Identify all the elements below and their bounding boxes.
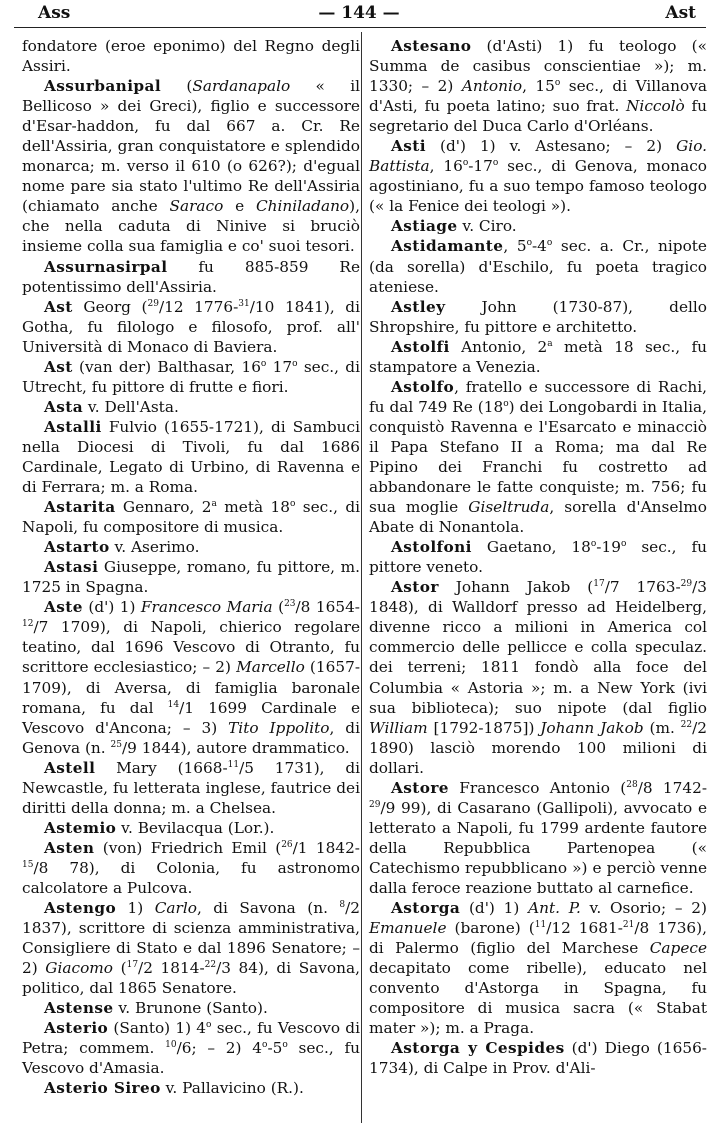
- entry-text: fu 885-859 Re potentissimo dell'Assiria.: [22, 257, 360, 296]
- dictionary-entry: [22, 497, 360, 537]
- superscript: o: [620, 539, 627, 550]
- column-divider: [361, 32, 362, 1123]
- entry-text: /7 1763-: [604, 578, 681, 597]
- dictionary-entry: [22, 537, 360, 557]
- superscript: 15: [22, 859, 34, 870]
- entry-text: [1792-1875]): [427, 718, 541, 737]
- entry-text: ), che nella caduta di Ninive si bruciò insieme colla sua famiglia e co' suoi tesori.: [22, 197, 360, 256]
- superscript: o: [503, 398, 509, 409]
- entry-text: /10 1841), di Gotha, fu filologo e filosofo, prof. all' Università di Monaco di Baviera.: [22, 297, 360, 356]
- italic-name: Ant. P.: [528, 899, 581, 918]
- entry-text: sec., di Villanova d'Asti, fu poeta latino; suo frat.: [369, 77, 707, 116]
- entry-text: metà 18 sec., fu stampatore a Venezia.: [369, 337, 708, 376]
- entry-text: v. Dell'Asta.: [83, 397, 179, 416]
- entry-text: (d'Asti) 1) fu teologo (« Summa de casibus conscientiae »); m. 1330; – 2): [369, 37, 707, 96]
- entry-text: /7 1709), di Napoli, chierico regolare teatino, dal 1696 Vescovo di Otranto, fu scrittore ecclesiastico; – 2): [22, 618, 360, 677]
- dictionary-entry: [369, 136, 707, 216]
- entry-text: Giuseppe, romano, fu pittore, m. 1725 in Spagna.: [22, 558, 360, 597]
- entry-text: (1657-1709), di Aversa, di famiglia baronale romana, fu dal: [22, 658, 360, 717]
- superscript: 29: [147, 298, 159, 309]
- entry-text: /8 1736), di Palermo (figlio del Marchese: [369, 919, 707, 958]
- entry-headword: Aste: [44, 598, 83, 617]
- entry-text: v. Brunone (Santo).: [113, 999, 268, 1018]
- entry-headword: Asterio Sireo: [44, 1079, 161, 1098]
- entry-text: /2 1890) lasciò morendo 100 milioni di dollari.: [369, 718, 708, 777]
- italic-name: Sardanapalo: [192, 77, 291, 96]
- entry-text: -19: [596, 538, 621, 557]
- dictionary-entry: [22, 397, 360, 417]
- italic-name: Marcello: [236, 658, 305, 677]
- entry-text: /9 99), di Casarano (Gallipoli), avvocato e letterato a Napoli, fu 1799 ardente fautore della Repubblica Partenopea (« Catechismo repubblicano ») e perciò venne dalla feroce reazione buttato al carnefice.: [369, 798, 707, 897]
- superscript: 23: [284, 599, 296, 610]
- entry-text: John (1730-87), dello Shropshire, fu pittore e architetto.: [369, 297, 707, 336]
- dictionary-entry: [369, 1038, 707, 1078]
- entry-text: fu segretario del Duca Carlo d'Orléans.: [369, 97, 707, 136]
- entry-text: decapitato come ribelle), educato nel convento d'Astorga in Spagna, fu compositore di musica sacra (« Stabat mater »); m. a Praga.: [369, 959, 707, 1038]
- entry-text: Antonio, 2: [449, 337, 548, 356]
- entry-headword: Astolfoni: [391, 538, 472, 557]
- italic-name: Tito Ippolito: [228, 718, 330, 737]
- entry-text: , fratello e successore di Rachi, fu dal 749 Re (18: [369, 377, 707, 416]
- entry-text: , di Genova (n.: [22, 718, 360, 757]
- header-rule: [14, 27, 706, 28]
- entry-text: (m.: [643, 718, 681, 737]
- entry-headword: Astley: [391, 297, 446, 316]
- header-left-guideword: Ass: [38, 3, 71, 23]
- entry-headword: Astell: [44, 758, 96, 777]
- entry-headword: Assurnasirpal: [44, 257, 168, 276]
- entry-headword: Astor: [391, 578, 439, 597]
- italic-name: Antonio: [461, 77, 523, 96]
- entry-text: , di Savona (n.: [196, 899, 340, 918]
- dictionary-entry: [22, 1078, 360, 1098]
- entry-headword: Asterio: [44, 1019, 109, 1038]
- entry-text: Fulvio (1655-1721), di Sambuci nella Diocesi di Tivoli, fu dal 1686 Cardinale, Legato di Urbino, di Ravenna e di Ferrara; m. a Roma.: [22, 417, 360, 497]
- superscript: 12: [22, 619, 34, 630]
- entry-text: (: [161, 77, 193, 96]
- superscript: o: [292, 358, 298, 369]
- superscript: o: [590, 539, 597, 550]
- italic-name: Capece: [649, 939, 707, 958]
- superscript: o: [262, 1040, 268, 1051]
- entry-text: /8 1742-: [637, 778, 707, 797]
- entry-text: /3 84), di Savona, politico, dal 1865 Senatore.: [22, 959, 360, 998]
- entry-text: metà 18: [216, 498, 290, 517]
- entry-headword: Asten: [44, 838, 95, 857]
- entry-text: -5: [267, 1039, 283, 1058]
- entry-text: /1 1842-: [292, 838, 360, 857]
- entry-text: sec., di Utrecht, fu pittore di frutte e fiori.: [22, 357, 360, 396]
- entry-text: (d') 1) v. Astesano; – 2): [425, 137, 677, 156]
- italic-name: Giseltruda: [468, 498, 550, 517]
- entry-text: , sorella d'Anselmo Abate di Nonantola.: [369, 498, 707, 537]
- entry-text: (Santo) 1) 4: [108, 1019, 207, 1038]
- entry-headword: Astesano: [391, 37, 472, 55]
- superscript: o: [546, 238, 553, 249]
- dictionary-entry: [22, 297, 360, 357]
- superscript: 28: [626, 779, 638, 790]
- entry-headword: Astolfi: [391, 337, 450, 356]
- entry-text: /2 1814-: [138, 959, 205, 978]
- italic-name: Giacomo: [45, 959, 114, 978]
- dictionary-entry: [369, 778, 707, 898]
- entry-text: « il Bellicoso » dei Greci), figlio e successore d'Esar-haddon, fu dal 667 a. Cr. Re dell'Assiria, gran conquistatore e splendido monarca; m. verso il 610 (o 626?); d'egual nome pare sia stato l'ultimo Re dell'Assiria (chiamato anche: [22, 77, 360, 216]
- dictionary-entry: [22, 357, 360, 397]
- entry-text: v. Bevilacqua (Lor.).: [116, 818, 275, 837]
- entry-headword: Astense: [44, 999, 114, 1018]
- entry-text: (d') 1): [460, 899, 529, 918]
- dictionary-entry: [22, 557, 360, 597]
- entry-text: /8 78), di Colonia, fu astronomo calcolatore a Pulcova.: [22, 858, 360, 897]
- entry-text: , 15: [522, 77, 555, 96]
- italic-name: Carlo: [154, 899, 197, 918]
- entry-text: -4: [532, 237, 547, 256]
- entry-text: , 5: [503, 237, 527, 256]
- superscript: 29: [680, 579, 693, 590]
- entry-headword: Astolfo: [391, 377, 455, 396]
- entry-text: (barone) (: [446, 919, 535, 938]
- entry-headword: Astarto: [44, 538, 110, 557]
- dictionary-entry: [22, 76, 360, 256]
- entry-text: Johann Jakob (: [438, 578, 594, 597]
- entry-text: (d') 1): [82, 598, 141, 617]
- entry-text: e: [223, 197, 256, 216]
- entry-headword: Assurbanipal: [44, 77, 162, 96]
- entry-text: fondatore (eroe eponimo) del Regno degli Assiri.: [22, 37, 360, 76]
- dictionary-entry: [22, 257, 360, 297]
- superscript: 11: [227, 759, 240, 770]
- superscript: a: [547, 338, 553, 349]
- entry-text: sec., di Napoli, fu compositore di musica.: [22, 498, 361, 537]
- entry-text: sec., di Genova, monaco agostiniano, fu a suo tempo famoso teologo (« la Fenice dei teologi »).: [369, 157, 707, 216]
- entry-text: /2 1837), scrittore di scienza amministrativa, Consigliere di Stato e dal 1896 Senatore; – 2): [22, 899, 360, 978]
- entry-text: sec., fu Vescovo d'Amasia.: [22, 1039, 361, 1078]
- superscript: o: [282, 1040, 288, 1051]
- entry-text: Georg (: [72, 297, 148, 316]
- superscript: o: [554, 78, 561, 88]
- entry-headword: Ast: [44, 357, 73, 376]
- entry-headword: Astiage: [391, 217, 458, 236]
- entry-text: 17: [266, 357, 293, 376]
- entry-text: /12 1681-: [546, 919, 623, 938]
- dictionary-entry: [369, 297, 707, 337]
- dictionary-entry: [369, 577, 707, 777]
- dictionary-entry: [369, 377, 707, 537]
- entry-text: Francesco Antonio (: [448, 778, 627, 797]
- dictionary-entry: [22, 898, 360, 998]
- entry-text: sec., fu Vescovo di Petra; commem.: [22, 1019, 360, 1058]
- italic-name: William: [369, 718, 428, 737]
- dictionary-entry: [22, 818, 360, 838]
- entry-headword: Astasi: [44, 558, 99, 577]
- entry-text: Gaetano, 18: [471, 538, 591, 557]
- entry-text: /5 1731), di Newcastle, fu letterata inglese, fautrice dei diritti della donna; m. a Chelsea.: [22, 758, 361, 817]
- entry-text: sec., fu pittore veneto.: [369, 538, 707, 577]
- superscript: o: [206, 1020, 212, 1031]
- entry-text: (von) Friedrich Emil (: [94, 838, 282, 857]
- dictionary-entry: [22, 597, 360, 757]
- entry-headword: Astalli: [44, 417, 102, 436]
- superscript: 25: [110, 739, 122, 750]
- dictionary-entry: [22, 838, 360, 898]
- dictionary-entry: [369, 337, 707, 377]
- superscript: 14: [167, 699, 180, 710]
- header-right-guideword: Ast: [665, 3, 696, 23]
- entry-text: Gennaro, 2: [115, 498, 212, 517]
- entry-text: v. Pallavicino (R.).: [160, 1079, 304, 1098]
- dictionary-entry: [369, 537, 707, 577]
- entry-text: /12 1776-: [158, 297, 239, 316]
- superscript: 10: [165, 1040, 177, 1051]
- superscript: a: [211, 498, 217, 509]
- italic-name: Saraco: [169, 197, 224, 216]
- entry-text: /3 1848), di Walldorf presso ad Heidelberg, divenne ricco a milioni in America col commercio delle pellicce e colla speculaz. dei terreni; 1811 fondò alla foce del Columbia « Astoria »; m. a New York (ivi sua biblioteca); suo nipote (dal figlio: [369, 578, 707, 717]
- superscript: o: [260, 358, 267, 369]
- superscript: 22: [204, 960, 217, 971]
- entry-text: , 16: [429, 157, 463, 176]
- entry-text: /1 1699 Cardinale e Vescovo d'Ancona; – 3): [22, 698, 360, 737]
- running-header: [0, 0, 718, 30]
- superscript: 17: [126, 960, 139, 971]
- entry-text: (d') Diego (1656-1734), di Calpe in Prov. d'Ali-: [369, 1039, 707, 1078]
- entry-text: v. Ciro.: [457, 217, 517, 236]
- entry-text: /6; – 2) 4: [176, 1039, 263, 1058]
- superscript: 17: [593, 579, 605, 590]
- entry-text: ) dei Longobardi in Italia, conquistò Ravenna e l'Esarcato e minacciò il Papa Stefano II a Roma; ma dal Re Pipino dei Franchi fu costretto ad abbandonare le fatte conquiste; m. 756; fu sua moglie: [369, 397, 707, 517]
- superscript: o: [289, 498, 296, 509]
- superscript: 22: [680, 719, 693, 730]
- entry-headword: Astorga: [391, 899, 461, 918]
- entry-text: 1): [116, 899, 155, 918]
- dictionary-entry: [369, 898, 707, 1038]
- entry-headword: Asti: [391, 137, 426, 156]
- entry-text: v. Aserimo.: [109, 538, 200, 557]
- italic-name: Gio. Battista: [369, 137, 707, 176]
- dictionary-entry: [22, 758, 360, 818]
- entry-headword: Astemio: [44, 818, 117, 837]
- dictionary-entry: [22, 36, 360, 76]
- entry-headword: Astarita: [44, 498, 116, 517]
- dictionary-entry: [22, 417, 360, 497]
- entry-headword: Astorga y Cespides: [391, 1039, 565, 1058]
- superscript: o: [526, 238, 532, 249]
- entry-headword: Astengo: [44, 899, 117, 918]
- dictionary-entry: [22, 998, 360, 1018]
- entry-text: /8 1654-: [295, 598, 360, 617]
- entry-headword: Astore: [391, 778, 449, 797]
- entry-text: sec. a. Cr., nipote (da sorella) d'Eschilo, fu poeta tragico ateniese.: [369, 237, 707, 296]
- italic-name: Emanuele: [369, 919, 447, 938]
- superscript: 31: [238, 298, 250, 309]
- italic-name: Niccolò: [626, 97, 685, 116]
- entry-text: /9 1844), autore drammatico.: [121, 738, 350, 757]
- right-column: [369, 36, 707, 1078]
- entry-text: Mary (1668-: [95, 758, 228, 777]
- superscript: 11: [534, 919, 547, 930]
- dictionary-entry: [369, 216, 707, 236]
- italic-name: Chiniladano: [255, 197, 350, 216]
- superscript: o: [462, 158, 469, 169]
- entry-text: (: [113, 959, 127, 978]
- left-column: [22, 36, 360, 1098]
- superscript: o: [492, 158, 499, 169]
- superscript: 29: [369, 799, 381, 810]
- superscript: 26: [281, 839, 293, 850]
- italic-name: Francesco Maria: [140, 598, 273, 617]
- entry-headword: Astidamante: [391, 237, 504, 256]
- entry-text: -17: [468, 157, 493, 176]
- page-number: — 144 —: [318, 3, 400, 23]
- dictionary-entry: [22, 1018, 360, 1078]
- entry-text: (van der) Balthasar, 16: [72, 357, 261, 376]
- entry-headword: Asta: [44, 397, 84, 416]
- superscript: 21: [622, 919, 635, 930]
- entry-text: (: [272, 598, 285, 617]
- superscript: 8: [339, 899, 346, 910]
- dictionary-entry: [369, 36, 707, 136]
- dictionary-entry: [369, 236, 707, 296]
- entry-text: v. Osorio; – 2): [580, 899, 707, 918]
- entry-headword: Ast: [44, 297, 73, 316]
- italic-name: Johann Jakob: [540, 718, 644, 737]
